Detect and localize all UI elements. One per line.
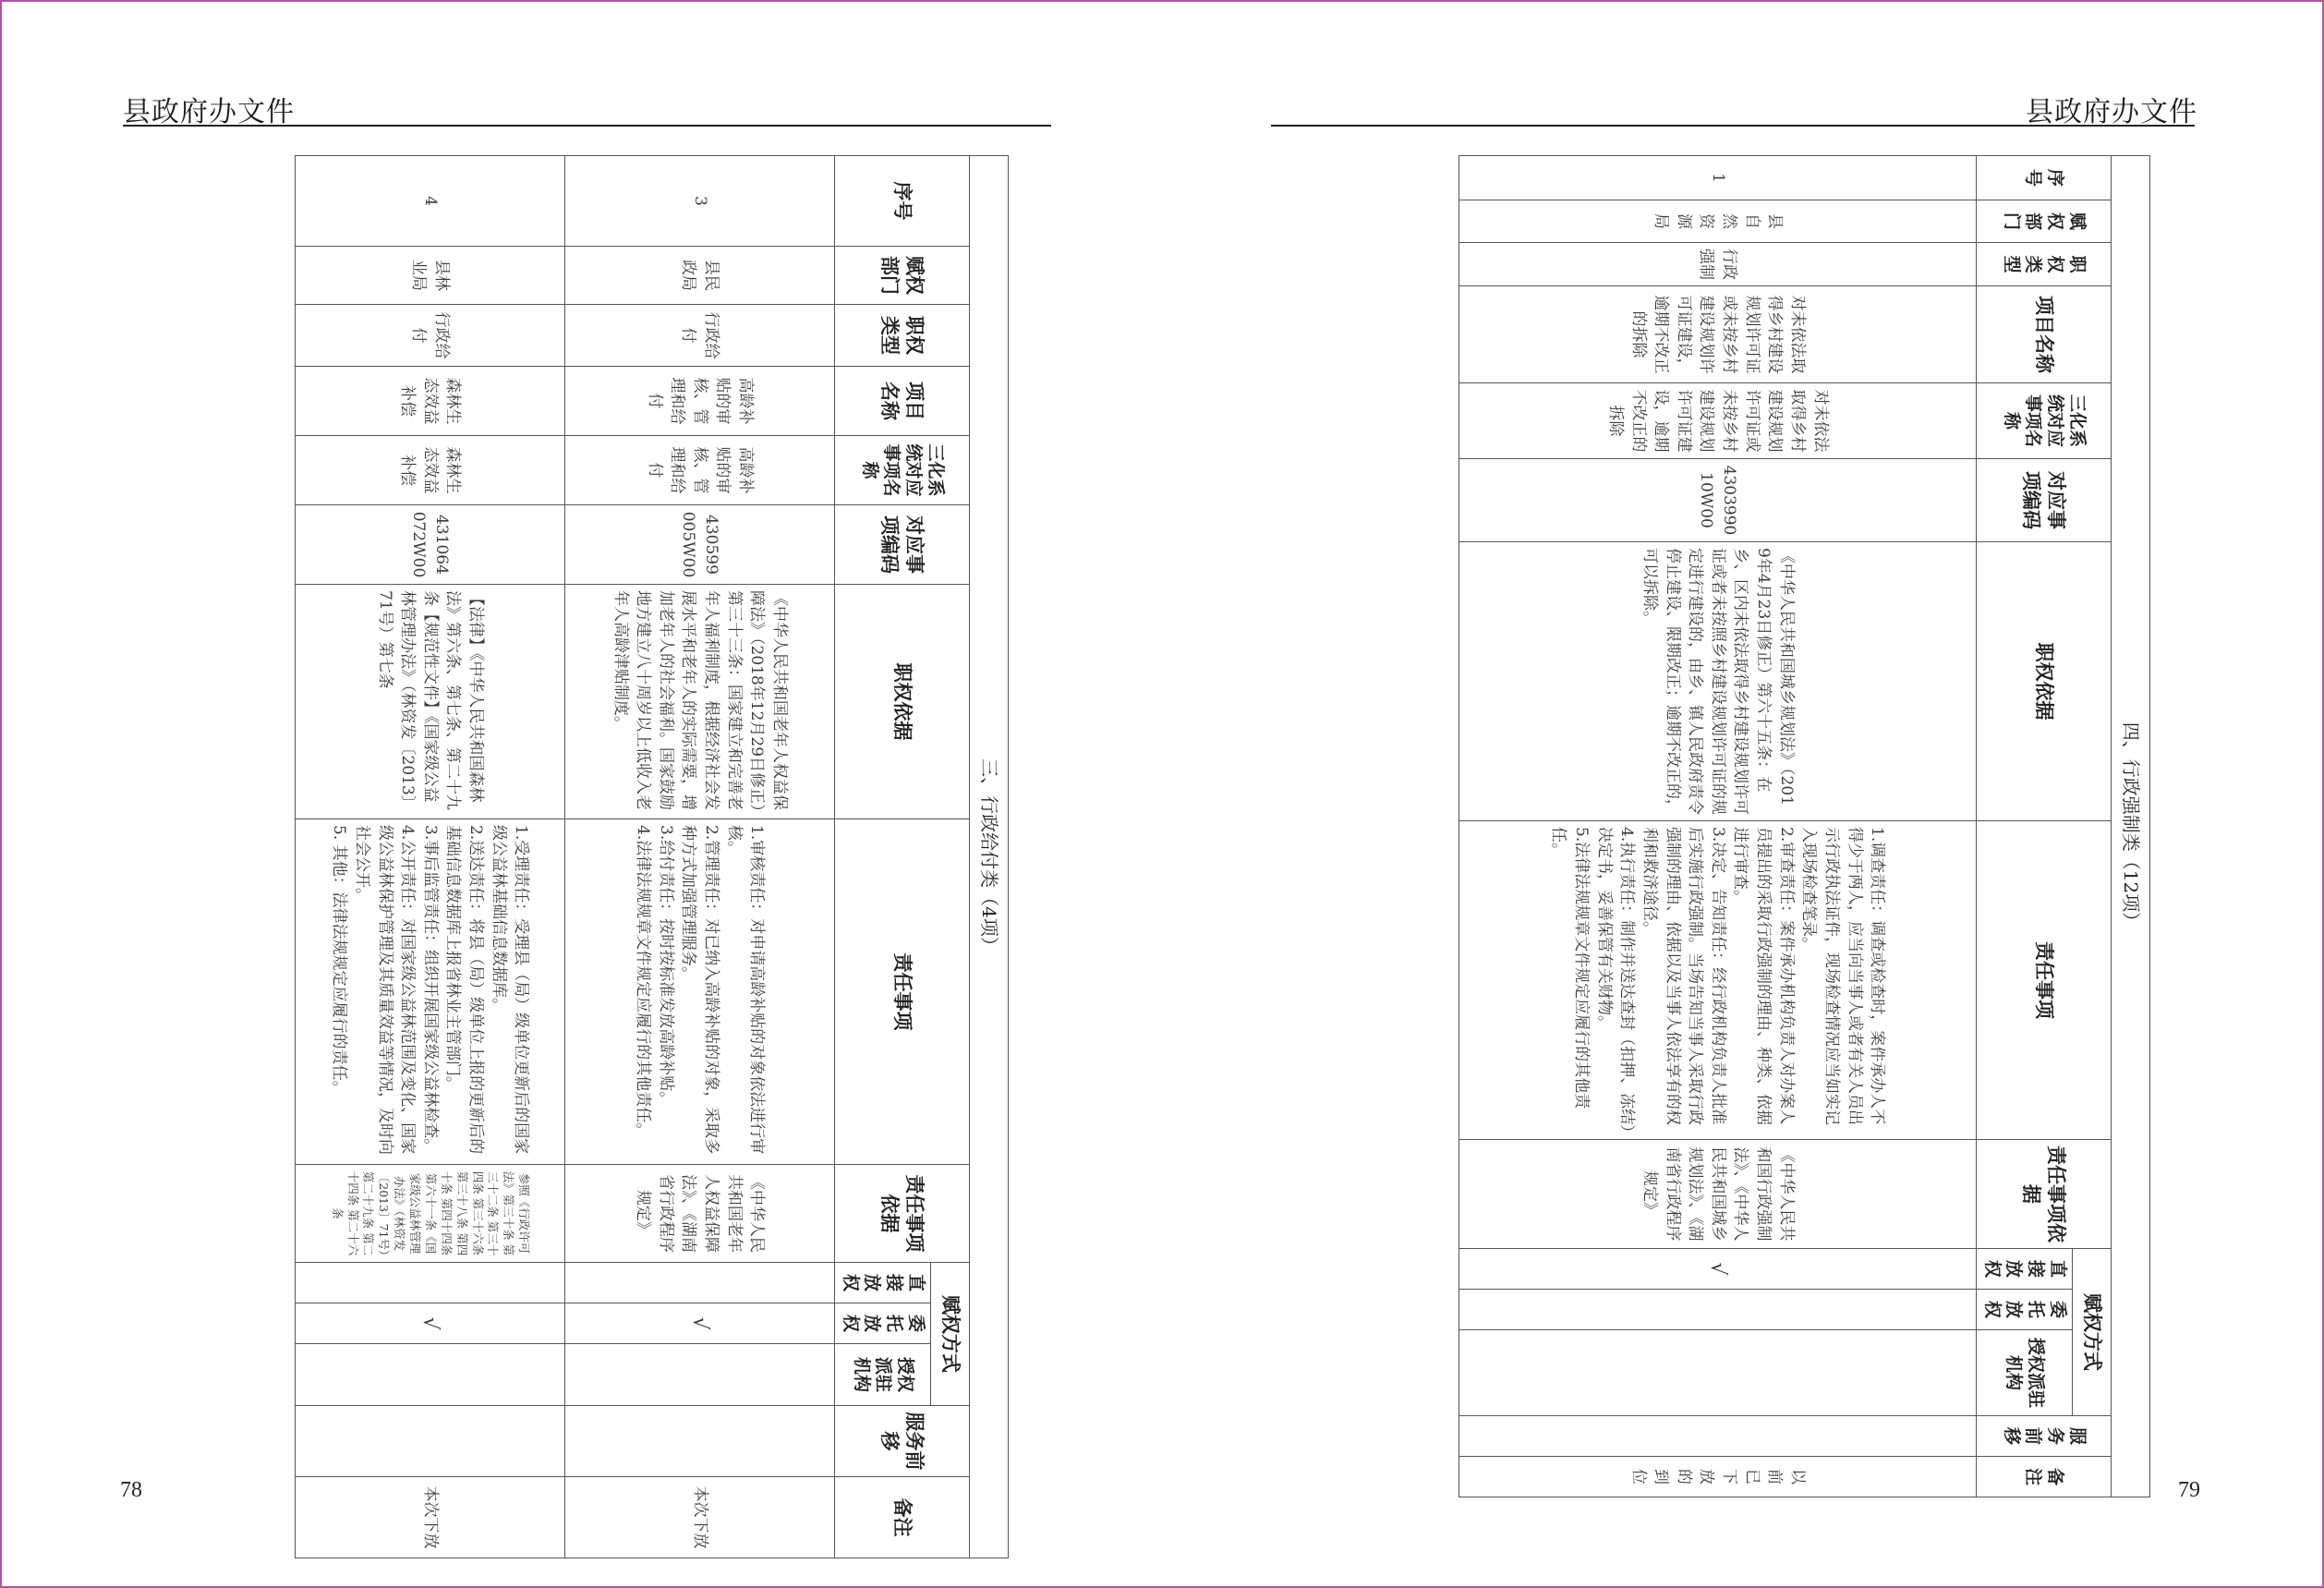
cell-name: 森林生态效益补偿 [296,367,565,436]
cell-dept: 县民政局 [565,247,835,305]
header-duty: 责任事项 [1977,821,2112,1140]
right-table [1459,155,2150,1497]
cell-basis: 【法律】《中华人民共和国森林法》第六条、第七条、第二十九条【规范性文件】《国家级公益林管理办法》（林资发〔2013〕71号）第七条 [296,585,565,819]
header-code: 对应事项编码 [835,505,970,585]
cell-basis: 《中华人民共和国老年人权益保障法》（2018年12月29日修正）第三十三条：国家建立和完善老年人福利制度，根据经济社会发展水平和老年人的实际需要，增加老年人的社会福利。国家鼓励地方建立八十周岁以上低收入老年人高龄津贴制度。 [565,585,835,819]
header-dept: 赋权部门 [1977,200,2112,243]
cell-duty-basis: 参照《行政许可法》第三十条 第三十二条 第三十四条 第三十六条 第三十八条 第四十条 第四十四条 第六十一条《国家级公益林管理办法》（林资发〔2013〕71号）第二十九条 第二十四条 第二十六条 [296,1165,565,1263]
cell-authorize [565,1344,835,1406]
header-rule [1271,125,2195,127]
left-table-wrapper [295,155,1009,1558]
header-rule [123,125,1051,127]
header-seq: 序号 [1977,156,2112,200]
header-front: 服务前移 [1977,1416,2112,1457]
cell-duty: 1.调查责任：调查或检查时，案件承办人不得少于两人，应当向当事人或者有关人员出示行政执法证件，现场检查情况应当如实记入现场检查笔录。 2.审查责任：案件承办机构负责人对办案人员提出的采取行政强制的理由、种类、依据进行审查。 3.决定、告知责任：经行政机构负责人批准后实施行政强制。当场告知当事人采取行政强制的理由、依据以及当事人依法享有的权利和救济途径。 4.执行责任：制作并送达查封（扣押、冻结）决定书，妥善保管有关财物。 5.法律法规规章文件规定应履行的其他责任。 [1459,821,1977,1140]
cell-type: 行政给付 [565,305,835,367]
header-note: 备注 [1977,1457,2112,1497]
table-row [296,156,565,1558]
cell-code: 430399010W00 [1459,459,1977,542]
header-sys: 三化系统对应事项名称 [835,436,970,505]
cell-sys: 森林生态效益补偿 [296,436,565,505]
cell-direct [565,1263,835,1303]
cell-name: 高龄补贴的审核、管理和给付 [565,367,835,436]
cell-dept: 县自然资源局 [1459,200,1977,243]
left-table [295,155,1009,1558]
table-row [1459,156,1977,1497]
cell-type: 行政给付 [296,305,565,367]
cell-entrust: √ [565,1303,835,1344]
header-name: 项目名称 [835,367,970,436]
right-table-wrapper [1459,155,2150,1497]
header-type: 职权类型 [835,305,970,367]
cell-duty: 1.受理责任：受理县（局）级单位更新后的国家级公益林基础信息数据库。 2.送达责任：将县（局）级单位上报的更新后的基础信息数据库上报省林业主管部门。 3.事后监管责任：组织开展国家级公益林检查。 4.公开责任：对国家级公益林范围及变化、国家级公益林保护管理及其质量效益等情况，及时向社会公开。 5. 其他：法律法规规定应履行的责任。 [296,819,565,1165]
header-authorize: 授权派驻机构 [835,1344,931,1406]
header-authorize: 授权派驻机构 [1977,1330,2073,1416]
cell-duty: 1.审核责任：对申请高龄补贴的对象依法进行审核。 2.管理责任：对已纳入高龄补贴的对象，采取多种方式加强管理服务。 3.给付责任：按时按标准发放高龄补贴。 4.法律法规规章文件规定应履行的其他责任。 [565,819,835,1165]
cell-authorize [1459,1330,1977,1416]
cell-note: 以前已下放的到位 [1459,1457,1977,1497]
cell-code: 431064072W00 [296,505,565,585]
header-title: 县政府办文件 [123,96,295,128]
cell-note: 本次下放 [296,1477,565,1558]
cell-direct [296,1263,565,1303]
header-direct: 直接放权 [835,1263,931,1303]
cell-entrust [1459,1290,1977,1330]
cell-direct: √ [1459,1249,1977,1290]
cell-basis: 《中华人民共和国城乡规划法》（2019年4月23日修正）第六十五条：在乡、区内未依法取得乡村建设规划许可证或者未按照乡村建设规划许可证的规定进行建设的，由乡、镇人民政府责令停止建设、限期改正；逾期不改正的，可以拆除。 [1459,542,1977,821]
header-duty: 责任事项 [835,819,970,1165]
cell-front [1459,1416,1977,1457]
table-caption: 三、行政给付类（4项） [970,156,1009,1558]
cell-dept: 县林业局 [296,247,565,305]
cell-authorize [296,1344,565,1406]
header-method: 赋权方式 [931,1263,970,1406]
header-seq: 序号 [835,156,970,247]
header-code: 对应事项编码 [1977,459,2112,542]
cell-name: 对未依法取得乡村建设规划许可证或未按乡村建设规划许可证建设，逾期不改正的拆除 [1459,286,1977,383]
cell-front [296,1406,565,1477]
header-basis: 职权依据 [1977,542,2112,821]
header-method: 赋权方式 [2073,1249,2112,1416]
cell-type: 行政强制 [1459,243,1977,286]
cell-sys: 对未依法取得乡村建设规划许可证或未按乡村建设规划许可证建设，逾期不改正的拆除 [1459,383,1977,459]
header-basis: 职权依据 [835,585,970,819]
cell-seq: 3 [565,156,835,247]
header-entrust: 委托放权 [1977,1290,2073,1330]
table-caption: 四、行政强制类（12项） [2112,156,2150,1497]
right-page [1162,0,2324,1588]
header-title: 县政府办文件 [2026,96,2197,128]
table-row [565,156,835,1558]
header-duty-basis: 责任事项依据 [1977,1140,2112,1249]
cell-duty-basis: 《中华人民共和国行政强制法》、《中华人民共和国城乡规划法》、《湖南省行政程序规定》 [1459,1140,1977,1249]
cell-front [565,1406,835,1477]
header-direct: 直接放权 [1977,1249,2073,1290]
cell-sys: 高龄补贴的审核、管理和给付 [565,436,835,505]
header-duty-basis: 责任事项依据 [835,1165,970,1263]
header-front: 服务前移 [835,1406,970,1477]
cell-entrust: √ [296,1303,565,1344]
header-note: 备注 [835,1477,970,1558]
cell-seq: 4 [296,156,565,247]
header-entrust: 委托放权 [835,1303,931,1344]
cell-note: 本次下放 [565,1477,835,1558]
header-dept: 赋权部门 [835,247,970,305]
cell-seq: 1 [1459,156,1977,200]
cell-duty-basis: 《中华人民共和国老年人权益保障法》、《湖南省行政程序规定》 [565,1165,835,1263]
page-number-right: 79 [2178,1478,2200,1502]
header-sys: 三化系统对应事项名称 [1977,383,2112,459]
header-type: 职权类型 [1977,243,2112,286]
header-name: 项目名称 [1977,286,2112,383]
cell-code: 430599005W00 [565,505,835,585]
page-number-left: 78 [120,1478,142,1502]
